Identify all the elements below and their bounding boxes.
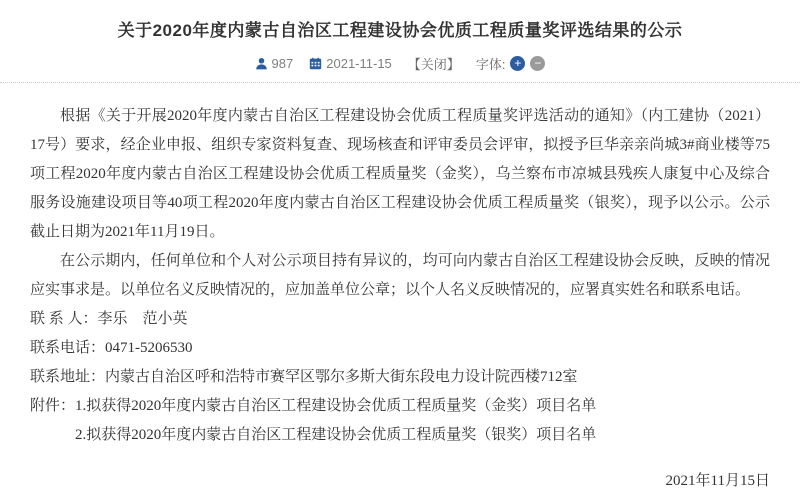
- calendar-icon: [309, 57, 322, 70]
- font-size-control: [476, 54, 546, 73]
- article-body: [0, 83, 800, 496]
- font-size-label: 字体:: [475, 57, 506, 72]
- publish-date-value: 2021-11-15: [326, 56, 392, 71]
- contact-address-line: 联系地址：内蒙古自治区呼和浩特市赛罕区鄂尔多斯大街东段电力设计院西楼712室: [30, 369, 578, 385]
- person-icon: [255, 57, 268, 70]
- attachment-line-gold: 附件：1.拟获得2020年度内蒙古自治区工程建设协会优质工程质量奖（金奖）项目名单: [30, 398, 597, 414]
- view-count: [255, 56, 294, 71]
- font-decrease-button[interactable]: −: [530, 56, 545, 71]
- publish-date: [309, 56, 392, 71]
- paragraph-objection: 在公示期内，任何单位和个人对公示项目持有异议的，均可向内蒙古自治区工程建设协会反映，反映的情况应实事求是。以单位名义反映情况的，应加盖单位公章；以个人名义反映情况的，应署真实姓名和联系电话。: [30, 253, 770, 298]
- sign-date: 2021年11月15日: [665, 473, 770, 489]
- paragraph-basis: 根据《关于开展2020年度内蒙古自治区工程建设协会优质工程质量奖评选活动的通知》（内工建协（2021）17号）要求，经企业申报、组织专家资料复查、现场核查和评审委员会评审，拟授予巨华亲亲尚城3#商业楼等75项工程2020年度内蒙古自治区工程建设协会优质工程质量奖（金奖），乌兰察布市凉城县残疾人康复中心及综合服务设施建设项目等40项工程2020年度内蒙古自治区工程建设协会优质工程质量奖（银奖），现予以公示。公示截止日期为2021年11月19日。: [30, 108, 770, 240]
- page-title: 关于2020年度内蒙古自治区工程建设协会优质工程质量奖评选结果的公示: [117, 21, 683, 40]
- contact-phone-line: 联系电话：0471-5206530: [30, 340, 193, 356]
- close-button[interactable]: 【关闭】: [407, 57, 460, 72]
- view-count-value: 987: [271, 56, 294, 71]
- contact-person-line: 联 系 人：李乐 范小英: [30, 311, 188, 327]
- meta-bar: [0, 54, 800, 73]
- font-increase-button[interactable]: +: [510, 56, 525, 71]
- attachment-line-silver: 2.拟获得2020年度内蒙古自治区工程建设协会优质工程质量奖（银奖）项目名单: [75, 427, 597, 443]
